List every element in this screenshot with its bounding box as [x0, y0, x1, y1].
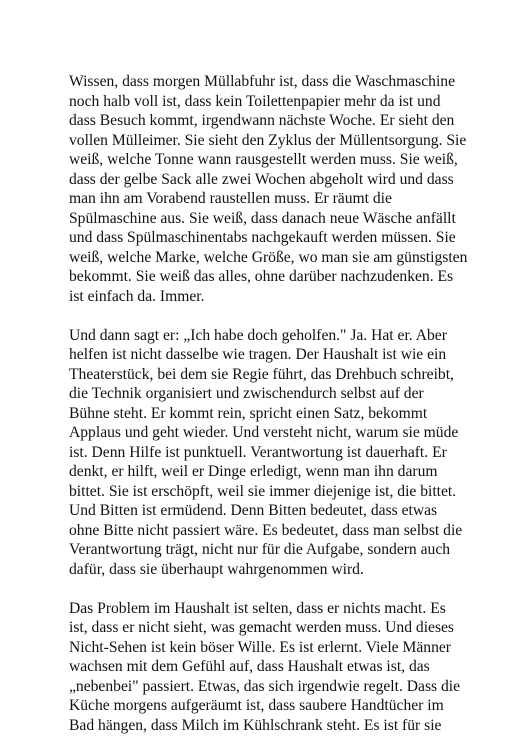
- text-line: Verantwortung trägt, nicht nur für die Aufgabe, sondern auch: [69, 541, 451, 558]
- text-line: Küche morgens aufgeräumt ist, dass saubere Handtücher im: [69, 697, 444, 714]
- text-line: Bad hängen, dass Milch im Kühlschrank steht. Es ist für sie: [69, 716, 442, 734]
- text-line: Applaus und geht wieder. Und versteht nicht, warum sie müde: [69, 424, 459, 441]
- text-line: denkt, er hilft, weil er Dinge erledigt, wenn man ihn darum: [69, 463, 438, 480]
- text-line: noch halb voll ist, dass kein Toilettenpapier mehr da ist und: [69, 92, 441, 110]
- text-line: ist. Denn Hilfe ist punktuell. Verantwortung ist dauerhaft. Er: [69, 443, 447, 461]
- text-line: die Technik organisiert und zwischendurch selbst auf der: [69, 385, 424, 402]
- text-line: Und dann sagt er: „Ich habe doch geholfen." Ja. Hat er. Aber: [69, 326, 447, 344]
- text-line: wachsen mit dem Gefühl auf, dass Haushalt etwas ist, das: [69, 658, 430, 675]
- text-line: ohne Bitte nicht passiert wäre. Es bedeutet, dass man selbst die: [69, 521, 463, 539]
- text-line: Theaterstück, bei dem sie Regie führt, das Drehbuch schreibt,: [69, 365, 454, 383]
- text-line: Wissen, dass morgen Müllabfuhr ist, dass die Waschmaschine: [69, 73, 456, 90]
- text-line: dass der gelbe Sack alle zwei Wochen abgeholt wird und dass: [69, 170, 454, 188]
- text-line: Nicht-Sehen ist kein böser Wille. Es ist erlernt. Viele Männer: [69, 638, 451, 656]
- paragraph-2: [69, 326, 469, 580]
- text-line: und dass Spülmaschinentabs nachgekauft werden müssen. Sie: [69, 229, 456, 246]
- text-line: bittet. Sie ist erschöpft, weil sie immer diejenige ist, die bittet.: [69, 482, 457, 500]
- text-line: helfen ist nicht dasselbe wie tragen. Der Haushalt ist wie ein: [69, 346, 447, 363]
- text-line: ist einfach da. Immer.: [69, 287, 205, 305]
- text-line: man ihn am Vorabend raustellen muss. Er räumt die: [69, 190, 392, 207]
- text-line: Das Problem im Haushalt ist selten, dass er nichts macht. Es: [69, 599, 446, 617]
- paragraph-3: [69, 599, 469, 736]
- document-body: [69, 72, 469, 755]
- text-line: bekommt. Sie weiß das alles, ohne darüber nachzudenken. Es: [69, 268, 454, 285]
- text-line: Spülmaschine aus. Sie weiß, dass danach neue Wäsche anfällt: [69, 209, 456, 227]
- text-line: „nebenbei" passiert. Etwas, das sich irgendwie regelt. Dass die: [69, 677, 461, 695]
- text-line: Und Bitten ist ermüdend. Denn Bitten bedeutet, dass etwas: [69, 502, 438, 519]
- text-line: Bühne steht. Er kommt rein, spricht einen Satz, bekommt: [69, 404, 428, 422]
- text-line: weiß, welche Marke, welche Größe, wo man sie am günstigsten: [69, 248, 468, 266]
- text-line: dafür, dass sie überhaupt wahrgenommen wird.: [69, 560, 364, 578]
- text-line: weiß, welche Tonne wann rausgestellt werden muss. Sie weiß,: [69, 151, 458, 168]
- paragraph-1: [69, 72, 469, 306]
- text-line: ist, dass er nicht sieht, was gemacht werden muss. Und dieses: [69, 619, 455, 636]
- text-line: vollen Mülleimer. Sie sieht den Zyklus der Müllentsorgung. Sie: [69, 131, 467, 149]
- text-line: dass Besuch kommt, irgendwann nächste Woche. Er sieht den: [69, 112, 455, 129]
